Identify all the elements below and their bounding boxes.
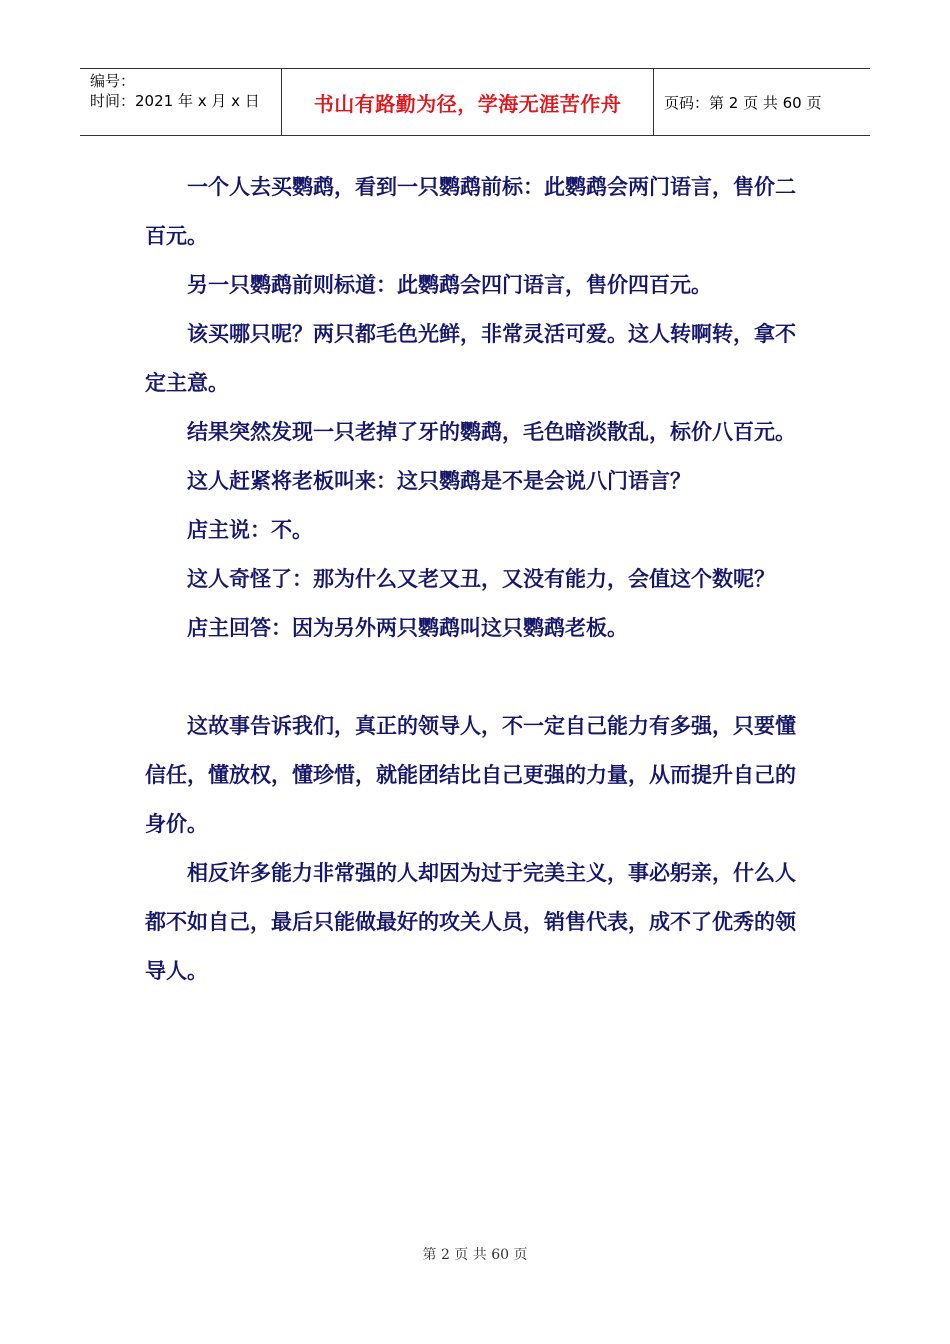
paragraph: 这人奇怪了：那为什么又老又丑，又没有能力，会值这个数呢？ [187,566,775,591]
page-header [80,68,870,136]
document-number-label: 编号： [90,72,136,90]
paragraph: 一个人去买鹦鹉，看到一只鹦鹉前标：此鹦鹉会两门语言，售价二百元。 [145,174,796,248]
header-meta [80,69,282,135]
document-date: 时间：2021 年 x 月 x 日 [90,92,260,110]
header-page-info: 页码：第 2 页 共 60 页 [664,93,822,112]
header-motto: 书山有路勤为径，学海无涯苦作舟 [282,69,654,135]
paragraph: 店主说：不。 [187,517,313,542]
paragraph: 这人赶紧将老板叫来：这只鹦鹉是不是会说八门语言？ [187,468,691,493]
paragraph-spacer [145,652,815,701]
paragraph: 另一只鹦鹉前则标道：此鹦鹉会四门语言，售价四百元。 [187,272,712,297]
lesson-paragraph: 相反许多能力非常强的人却因为过于完美主义，事必躬亲，什么人都不如自己，最后只能做最好的攻关人员，销售代表，成不了优秀的领导人。 [145,860,796,983]
lesson-paragraph: 这故事告诉我们，真正的领导人，不一定自己能力有多强，只要懂信任，懂放权，懂珍惜，就能团结比自己更强的力量，从而提升自己的身价。 [145,713,796,836]
paragraph: 店主回答：因为另外两只鹦鹉叫这只鹦鹉老板。 [187,615,628,640]
paragraph: 结果突然发现一只老掉了牙的鹦鹉，毛色暗淡散乱，标价八百元。 [187,419,796,444]
page-footer: 第 2 页 共 60 页 [422,1247,528,1263]
article-body [145,162,815,995]
paragraph: 该买哪只呢？两只都毛色光鲜，非常灵活可爱。这人转啊转，拿不定主意。 [145,321,796,395]
